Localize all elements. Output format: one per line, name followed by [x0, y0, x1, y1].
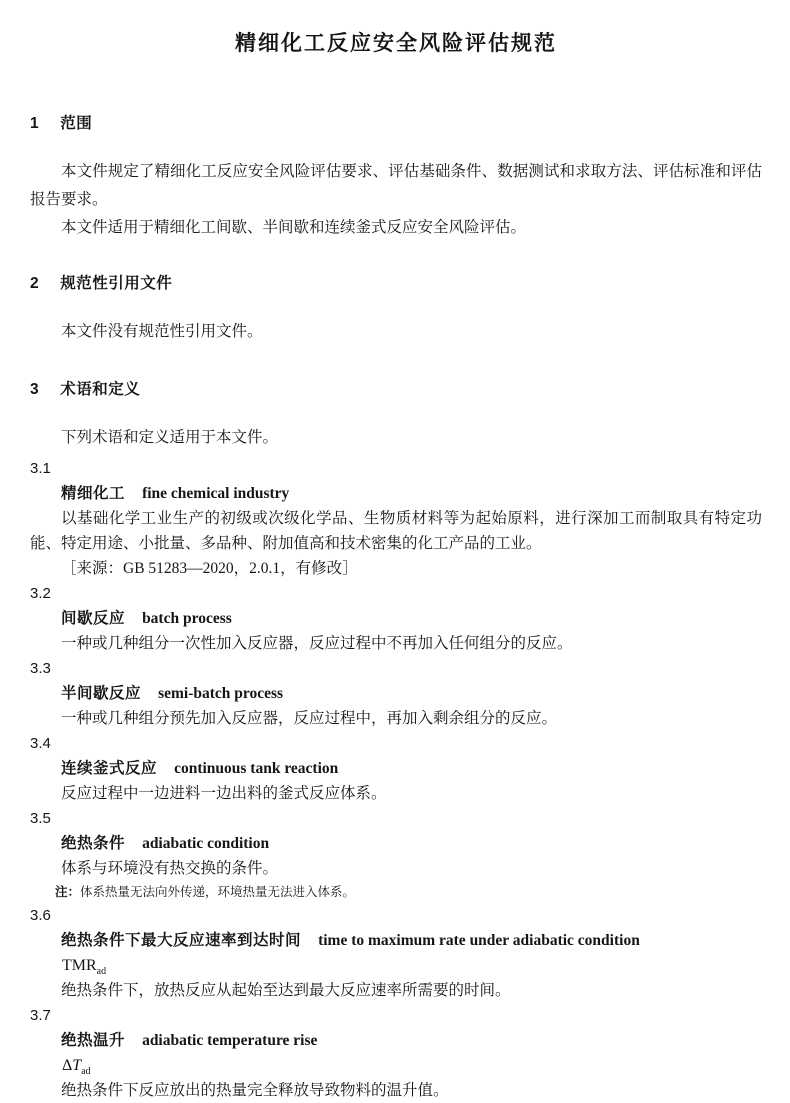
section-title: 范围 — [60, 115, 93, 132]
section-number: 1 — [30, 115, 40, 132]
term-definition: 一种或几种组分一次性加入反应器，反应过程中不再加入任何组分的反应。 — [61, 635, 573, 652]
term-heading — [30, 1028, 762, 1053]
term-chinese: 绝热条件下最大反应速率到达时间 — [61, 932, 302, 949]
term-definition: 绝热条件下反应放出的热量完全释放导致物料的温升值。 — [61, 1082, 449, 1099]
section-normative-body — [30, 318, 762, 346]
term-entry-3-2 — [30, 581, 762, 656]
paragraph: 本文件没有规范性引用文件。 — [61, 323, 263, 340]
term-chinese: 精细化工 — [61, 485, 126, 502]
term-heading — [30, 756, 762, 781]
term-number: 3.7 — [30, 1007, 51, 1024]
section-terms-definitions — [30, 380, 762, 1103]
section-title: 规范性引用文件 — [60, 275, 173, 292]
term-chinese: 连续釜式反应 — [61, 760, 158, 777]
term-number: 3.5 — [30, 810, 51, 827]
term-number: 3.1 — [30, 460, 51, 477]
term-entry-3-6 — [30, 903, 762, 1003]
section-normative-references — [30, 274, 762, 346]
term-definition: 体系与环境没有热交换的条件。 — [61, 860, 279, 877]
section-number: 2 — [30, 275, 40, 292]
term-english: fine chemical industry — [142, 485, 290, 502]
term-english: adiabatic temperature rise — [142, 1032, 318, 1049]
term-heading — [30, 681, 762, 706]
section-terms-intro — [30, 424, 762, 452]
term-number: 3.2 — [30, 585, 51, 602]
section-scope-body — [30, 158, 762, 242]
term-chinese: 间歇反应 — [61, 610, 126, 627]
symbol-subscript: ad — [96, 966, 107, 978]
term-number: 3.6 — [30, 907, 51, 924]
section-heading-scope — [30, 114, 762, 134]
term-heading — [30, 481, 762, 506]
term-number: 3.3 — [30, 660, 51, 677]
term-definition: 以基础化学工业生产的初级或次级化学品、生物质材料等为起始原料，进行深加工而制取具有特定功能、特定用途、小批量、多品种、附加值高和技术密集的化工产品的工业。 — [30, 510, 762, 552]
term-english: adiabatic condition — [142, 835, 270, 852]
term-entry-3-4 — [30, 731, 762, 806]
term-heading — [30, 831, 762, 856]
note-label: 注： — [55, 885, 81, 899]
term-definition: 绝热条件下，放热反应从起始至达到最大反应速率所需要的时间。 — [61, 982, 511, 999]
section-title: 术语和定义 — [60, 381, 141, 398]
term-definition: 反应过程中一边进料一边出料的釜式反应体系。 — [61, 785, 387, 802]
term-entry-3-7 — [30, 1003, 762, 1103]
term-note — [30, 881, 762, 903]
term-chinese: 绝热温升 — [61, 1032, 126, 1049]
term-number: 3.4 — [30, 735, 51, 752]
term-english: time to maximum rate under adiabatic condition — [318, 932, 640, 949]
term-english: semi-batch process — [158, 685, 284, 702]
paragraph: 下列术语和定义适用于本文件。 — [61, 429, 279, 446]
term-chinese: 半间歇反应 — [61, 685, 142, 702]
term-english: batch process — [142, 610, 232, 627]
term-entry-3-1 — [30, 456, 762, 581]
symbol-subscript: ad — [81, 1066, 91, 1078]
symbol-main: TMR — [62, 957, 97, 974]
term-symbol-delta-t-ad — [30, 1053, 762, 1078]
terms-list — [30, 456, 762, 1103]
term-heading — [30, 928, 762, 953]
term-entry-3-5 — [30, 806, 762, 903]
term-source: ［来源：GB 51283—2020，2.0.1，有修改］ — [61, 560, 358, 577]
term-heading — [30, 606, 762, 631]
paragraph: 本文件规定了精细化工反应安全风险评估要求、评估基础条件、数据测试和求取方法、评估标准和评估报告要求。 — [30, 163, 762, 208]
term-definition: 一种或几种组分预先加入反应器，反应过程中，再加入剩余组分的反应。 — [61, 710, 558, 727]
paragraph: 本文件适用于精细化工间歇、半间歇和连续釜式反应安全风险评估。 — [61, 219, 527, 236]
section-number: 3 — [30, 381, 40, 398]
document-title: 精细化工反应安全风险评估规范 — [235, 32, 557, 55]
symbol-prefix: Δ — [62, 1057, 73, 1074]
symbol-main: T — [72, 1057, 82, 1074]
section-heading-terms — [30, 380, 762, 400]
section-scope — [30, 114, 762, 242]
section-heading-normative — [30, 274, 762, 294]
term-entry-3-3 — [30, 656, 762, 731]
term-symbol-tmr-ad — [30, 953, 762, 978]
term-chinese: 绝热条件 — [61, 835, 126, 852]
term-english: continuous tank reaction — [174, 760, 339, 777]
note-text: 体系热量无法向外传递，环境热量无法进入体系。 — [80, 885, 356, 899]
